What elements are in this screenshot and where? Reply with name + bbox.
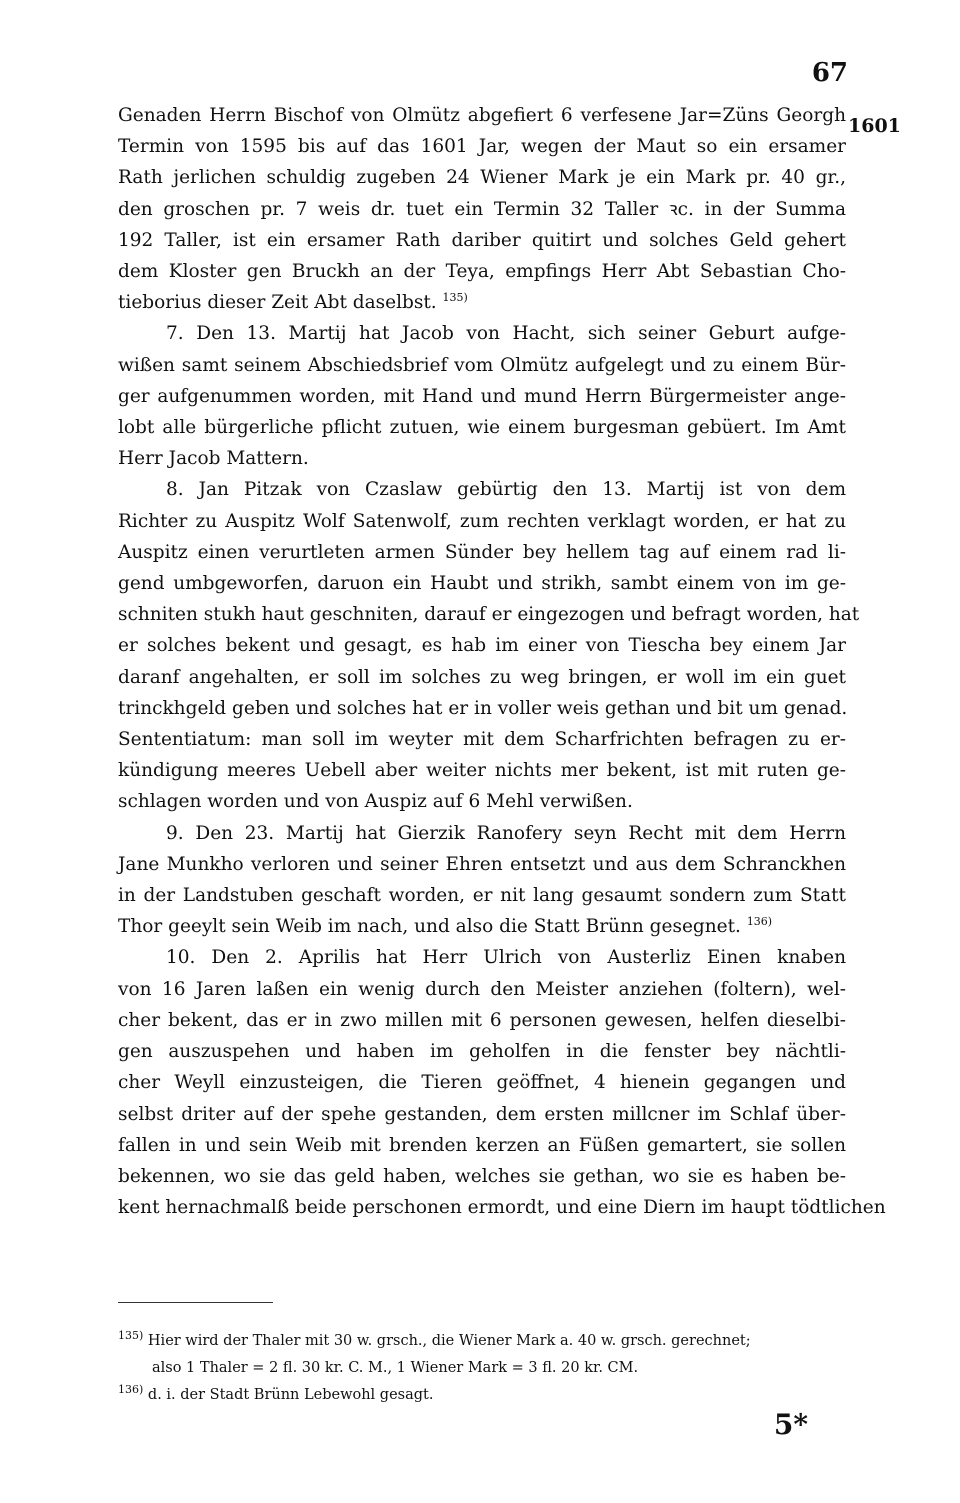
- text-line-content: schniten stukh haut geschniten, darauf er eingezogen und befragt worden, hat: [118, 604, 860, 626]
- footnote-reference: 136): [746, 915, 773, 929]
- text-line: [118, 693, 846, 724]
- text-line-content: den groschen pr. 7 weis dr. tuet ein Termin 32 Taller ꝛc. in der Summa: [118, 198, 846, 220]
- footnote-text: d. i. der Stadt Brünn Lebewohl gesagt.: [147, 1387, 434, 1403]
- text-line-content: gen auszuspehen und haben im geholfen in die fenster bey nächtli-: [118, 1041, 846, 1063]
- footnote-text: also 1 Thaler = 2 fl. 30 kr. C. M., 1 Wiener Mark = 3 fl. 20 kr. CM.: [152, 1360, 639, 1376]
- text-line: [118, 942, 846, 973]
- text-line-content: fallen in und sein Weib mit brenden kerzen an Füßen gemartert, sie sollen: [118, 1134, 846, 1156]
- text-line-content: er solches bekent und gesagt, es hab im einer von Tieschа bey einem Jar: [118, 635, 846, 657]
- text-line: [118, 256, 846, 287]
- text-line-content: kent hernachmalß beide perschonen ermordt, und eine Diern im haupt tödtlichen: [118, 1197, 886, 1219]
- text-line-content: Rath jerlichen schuldig zugeben 24 Wiener Mark je ein Mark pr. 40 gr.,: [118, 167, 846, 189]
- text-line-content: wißen samt seinem Abschiedsbrief vom Olmütz aufgelegt und zu einem Bür-: [118, 354, 846, 376]
- text-line-content: trinckhgeld geben und solches hat er in voller weis gethan und bit um genad.: [118, 697, 848, 719]
- text-line: [118, 225, 846, 256]
- text-line-content: gend umbgeworfen, daruon ein Haubt und strikh, sambt einem von im ge-: [118, 573, 846, 595]
- text-line: [118, 350, 846, 381]
- text-line-content: Herr Jacob Mattern.: [118, 448, 309, 470]
- text-line-content: Genaden Herrn Bischof von Olmütz abgefiert 6 verfesene Jar=Züns Georgh: [118, 105, 846, 126]
- footnote-divider: [118, 1302, 273, 1303]
- text-line-content: 192 Taller, ist ein ersamer Rath dariber quitirt und solches Geld gehert: [118, 229, 846, 251]
- text-line: [118, 162, 846, 193]
- text-line-content: 10. Den 2. Aprilis hat Herr Ulrich von Austerliz Einen knaben: [166, 947, 846, 969]
- text-line: [118, 100, 846, 131]
- text-line-content: 9. Den 23. Martij hat Gierzik Ranofery seyn Recht mit dem Herrn: [166, 822, 846, 844]
- text-line: [118, 443, 846, 474]
- text-line: [118, 724, 846, 755]
- text-line: [118, 818, 846, 849]
- footnote-line: [118, 1328, 846, 1355]
- text-line-content: Termin von 1595 bis auf das 1601 Jar, wegen der Maut so ein ersamer: [118, 136, 846, 158]
- text-line-content: tieborius dieser Zeit Abt daselbst.: [118, 292, 437, 314]
- text-line: [118, 412, 846, 443]
- text-line: [118, 662, 846, 693]
- text-line-content: in der Landstuben geschaft worden, er nit lang gesaumt sondern zum Statt: [118, 885, 846, 907]
- text-line-content: dem Kloster gen Bruckh an der Teya, empfings Herr Abt Sebastian Cho-: [118, 261, 846, 283]
- footnote-mark: 135): [118, 1329, 144, 1343]
- footnote-line: [118, 1355, 846, 1382]
- text-line: [118, 537, 846, 568]
- text-line: [118, 630, 846, 661]
- text-line: [118, 1036, 846, 1067]
- text-line-content: cher Weyll einzusteigen, die Tieren geöffnet, 4 hienein gegangen und: [118, 1072, 846, 1094]
- footnote-reference: 135): [442, 291, 468, 305]
- text-line-content: cher bekent, das er in zwo millen mit 6 personen gewesen, helfen dieselbi-: [118, 1009, 846, 1031]
- text-line-content: daranf angehalten, er soll im solches zu weg bringen, er woll im ein guet: [118, 666, 846, 688]
- text-line: [118, 1005, 846, 1036]
- footnote-text: Hier wird der Thaler mit 30 w. grsch., die Wiener Mark a. 40 w. grsch. gerechnet;: [147, 1333, 751, 1349]
- text-line-content: Auspitz einen verurtleten armen Sünder bey hellem tag auf einem rad li-: [118, 541, 846, 563]
- text-line: [118, 786, 846, 817]
- text-line: [118, 849, 846, 880]
- text-line-content: Richter zu Auspitz Wolf Satenwolf, zum rechten verklagt worden, er hat zu: [118, 510, 846, 532]
- text-line: [118, 1130, 846, 1161]
- text-line-content: 8. Jan Pitzak von Czaslaw gebürtig den 13. Martij ist von dem: [166, 479, 846, 501]
- text-line: [118, 974, 846, 1005]
- text-line-content: 7. Den 13. Martij hat Jacob von Hacht, sich seiner Geburt aufge-: [166, 323, 846, 345]
- text-line: [118, 568, 846, 599]
- text-line-content: Thor geeylt sein Weib im nach, und also die Statt Brünn gesegnet.: [118, 916, 741, 938]
- text-line-content: ger aufgenummen worden, mit Hand und mund Herrn Bürgermeister ange-: [118, 385, 846, 407]
- text-line: [118, 755, 846, 786]
- text-line: [118, 474, 846, 505]
- text-line: [118, 1067, 846, 1098]
- footnote-line: [118, 1382, 846, 1409]
- text-line: [118, 381, 846, 412]
- text-line: [118, 1161, 846, 1192]
- text-line: [118, 599, 860, 630]
- text-line-content: lobt alle bürgerliche pflicht zutuen, wie einem burgesman gebüert. Im Amt: [118, 417, 846, 439]
- body-text: [118, 100, 886, 1223]
- text-line-content: von 16 Jaren laßen ein wenig durch den Meister anziehen (foltern), wel-: [118, 978, 846, 1000]
- text-line: [118, 1192, 886, 1223]
- margin-year: 1601: [848, 115, 901, 137]
- text-line-content: Jane Munkho verloren und seiner Ehren entsetzt und aus dem Schranckhen: [118, 853, 846, 875]
- text-line: [118, 911, 846, 942]
- text-line-content: Sententiatum: man soll im weyter mit dem Scharfrichten befragen zu er-: [118, 729, 846, 751]
- footnotes: [118, 1328, 846, 1409]
- page-number: 67: [811, 58, 848, 88]
- text-line: [118, 1099, 846, 1130]
- text-line: [118, 318, 846, 349]
- text-line: [118, 287, 846, 318]
- text-line: [118, 131, 846, 162]
- footnote-mark: 136): [118, 1383, 144, 1397]
- text-line-content: schlagen worden und von Auspiz auf 6 Mehl verwißen.: [118, 791, 633, 813]
- text-line-content: kündigung meeres Uebell aber weiter nichts mer bekent, ist mit ruten ge-: [118, 760, 846, 782]
- text-line: [118, 506, 846, 537]
- text-line-content: bekennen, wo sie das geld haben, welches sie gethan, wo sie es haben be-: [118, 1165, 846, 1187]
- text-line: [118, 194, 846, 225]
- text-line: [118, 880, 846, 911]
- text-line-content: selbst driter auf der spehe gestanden, dem ersten millcner im Schlaf über-: [118, 1103, 846, 1125]
- signature-mark: 5*: [773, 1408, 808, 1441]
